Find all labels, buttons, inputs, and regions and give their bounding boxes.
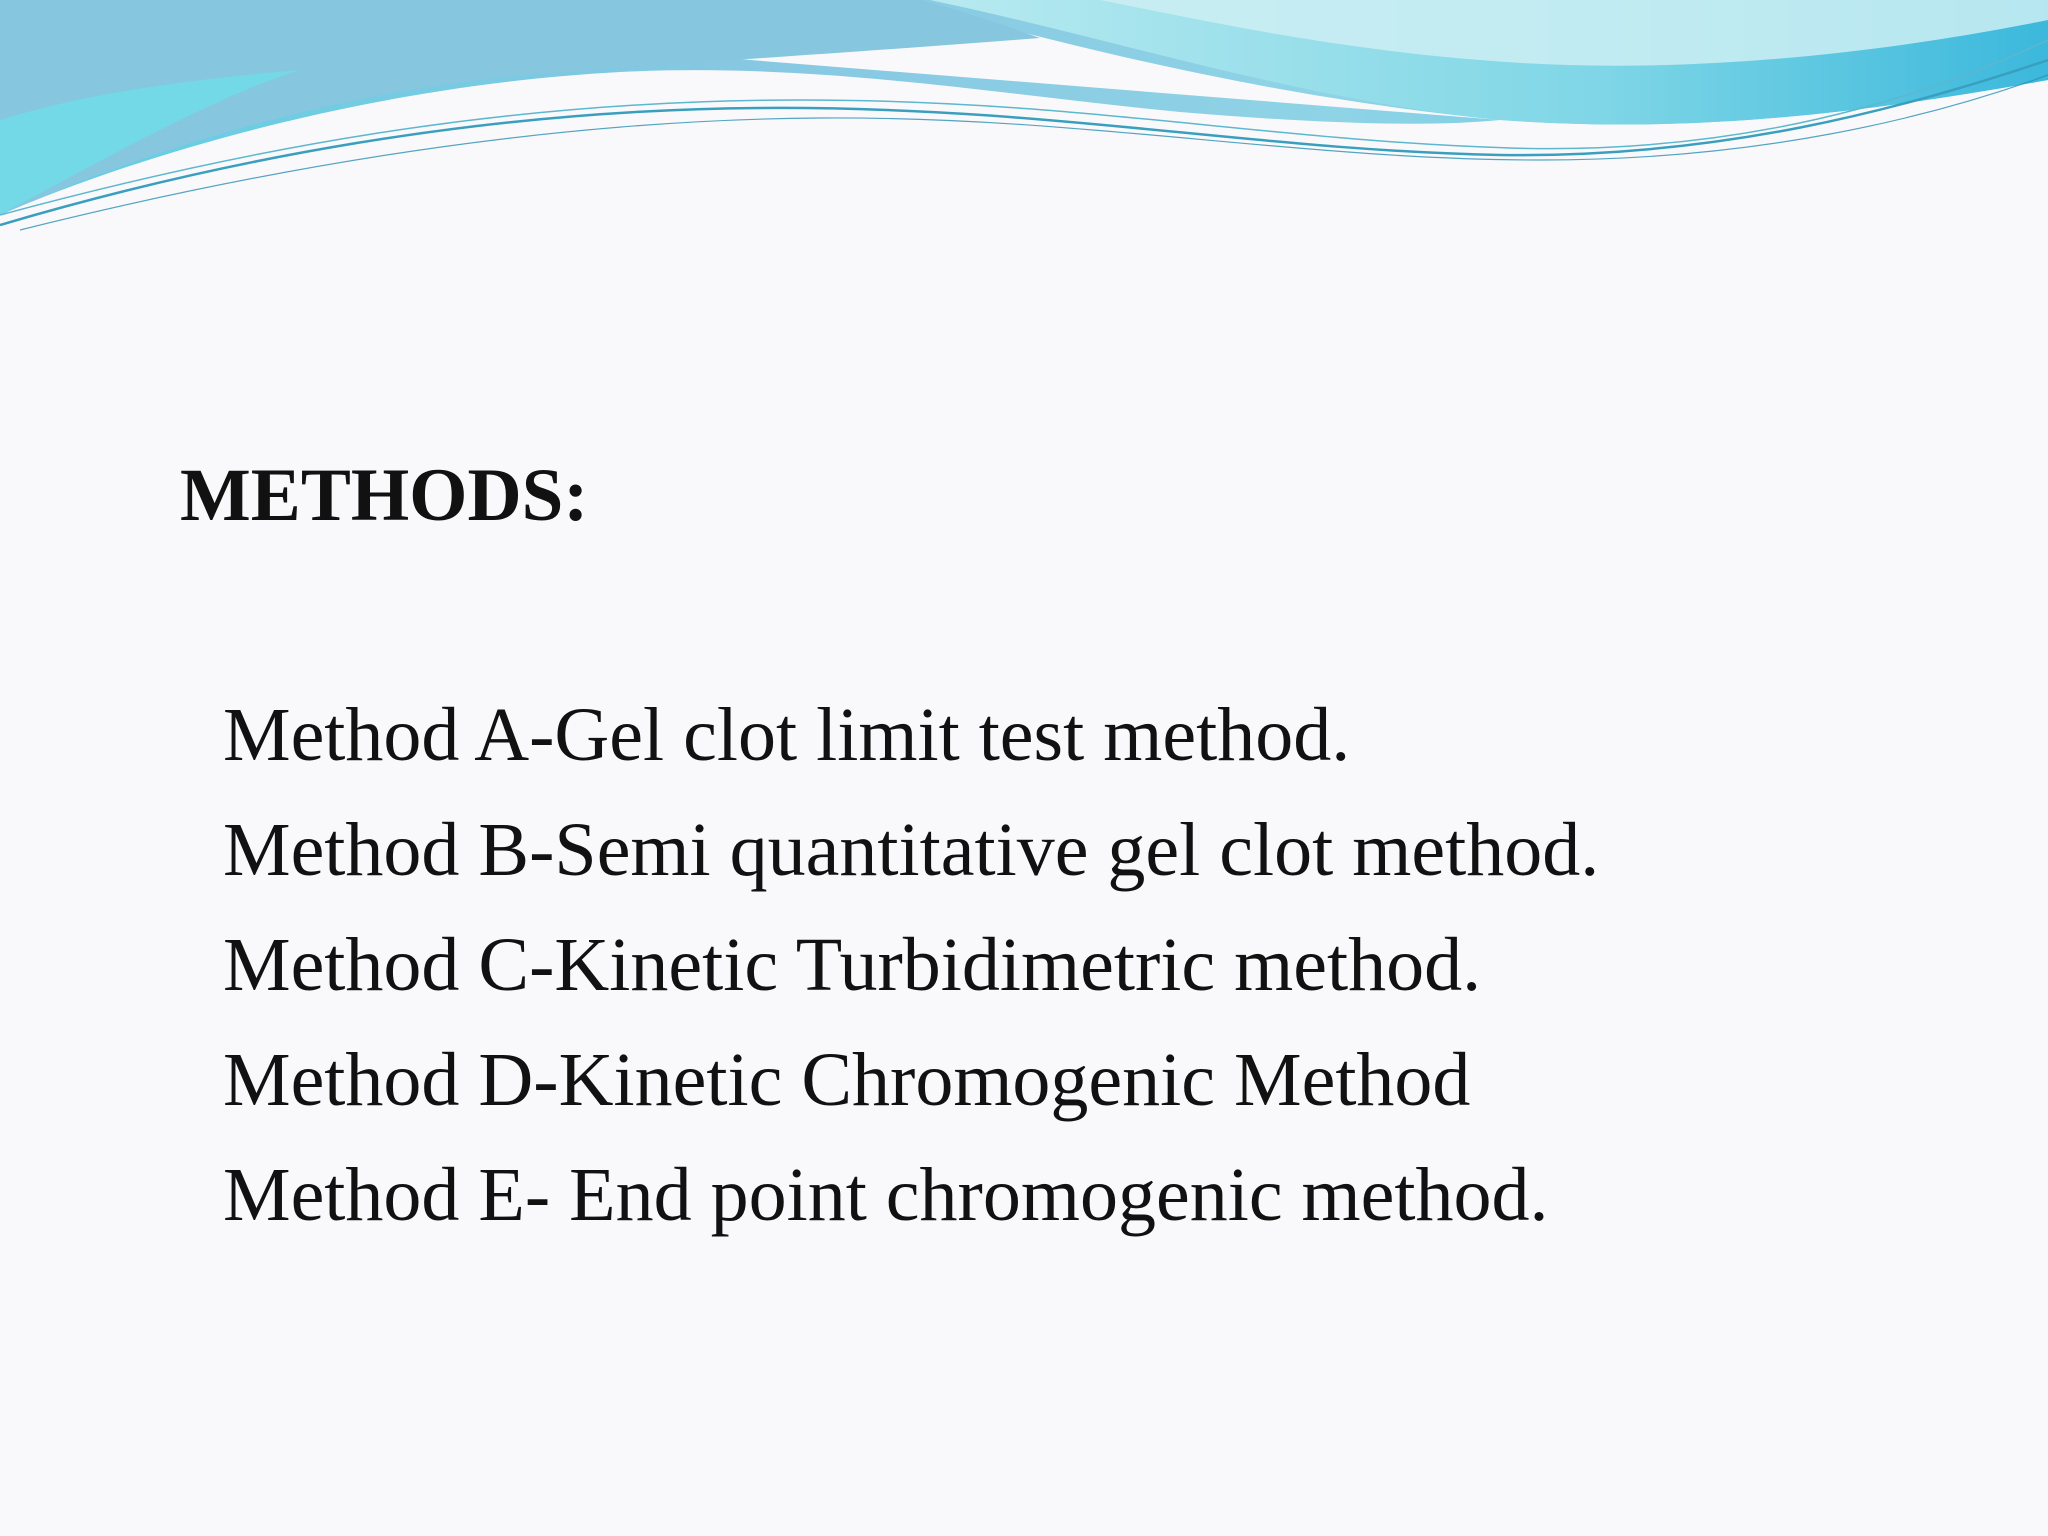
- list-item-method-d: Method D-Kinetic Chromogenic Method: [223, 1038, 1471, 1122]
- list-item-method-b: Method B-Semi quantitative gel clot method.: [223, 808, 1600, 892]
- method-list: [223, 678, 1983, 1253]
- decorative-wave-banner: [0, 0, 2048, 240]
- list-item-method-c: Method C-Kinetic Turbidimetric method.: [223, 923, 1482, 1007]
- slide-heading: METHODS:: [180, 454, 589, 537]
- list-item-method-a: Method A-Gel clot limit test method.: [223, 693, 1351, 777]
- list-item-method-e: Method E- End point chromogenic method.: [223, 1153, 1549, 1237]
